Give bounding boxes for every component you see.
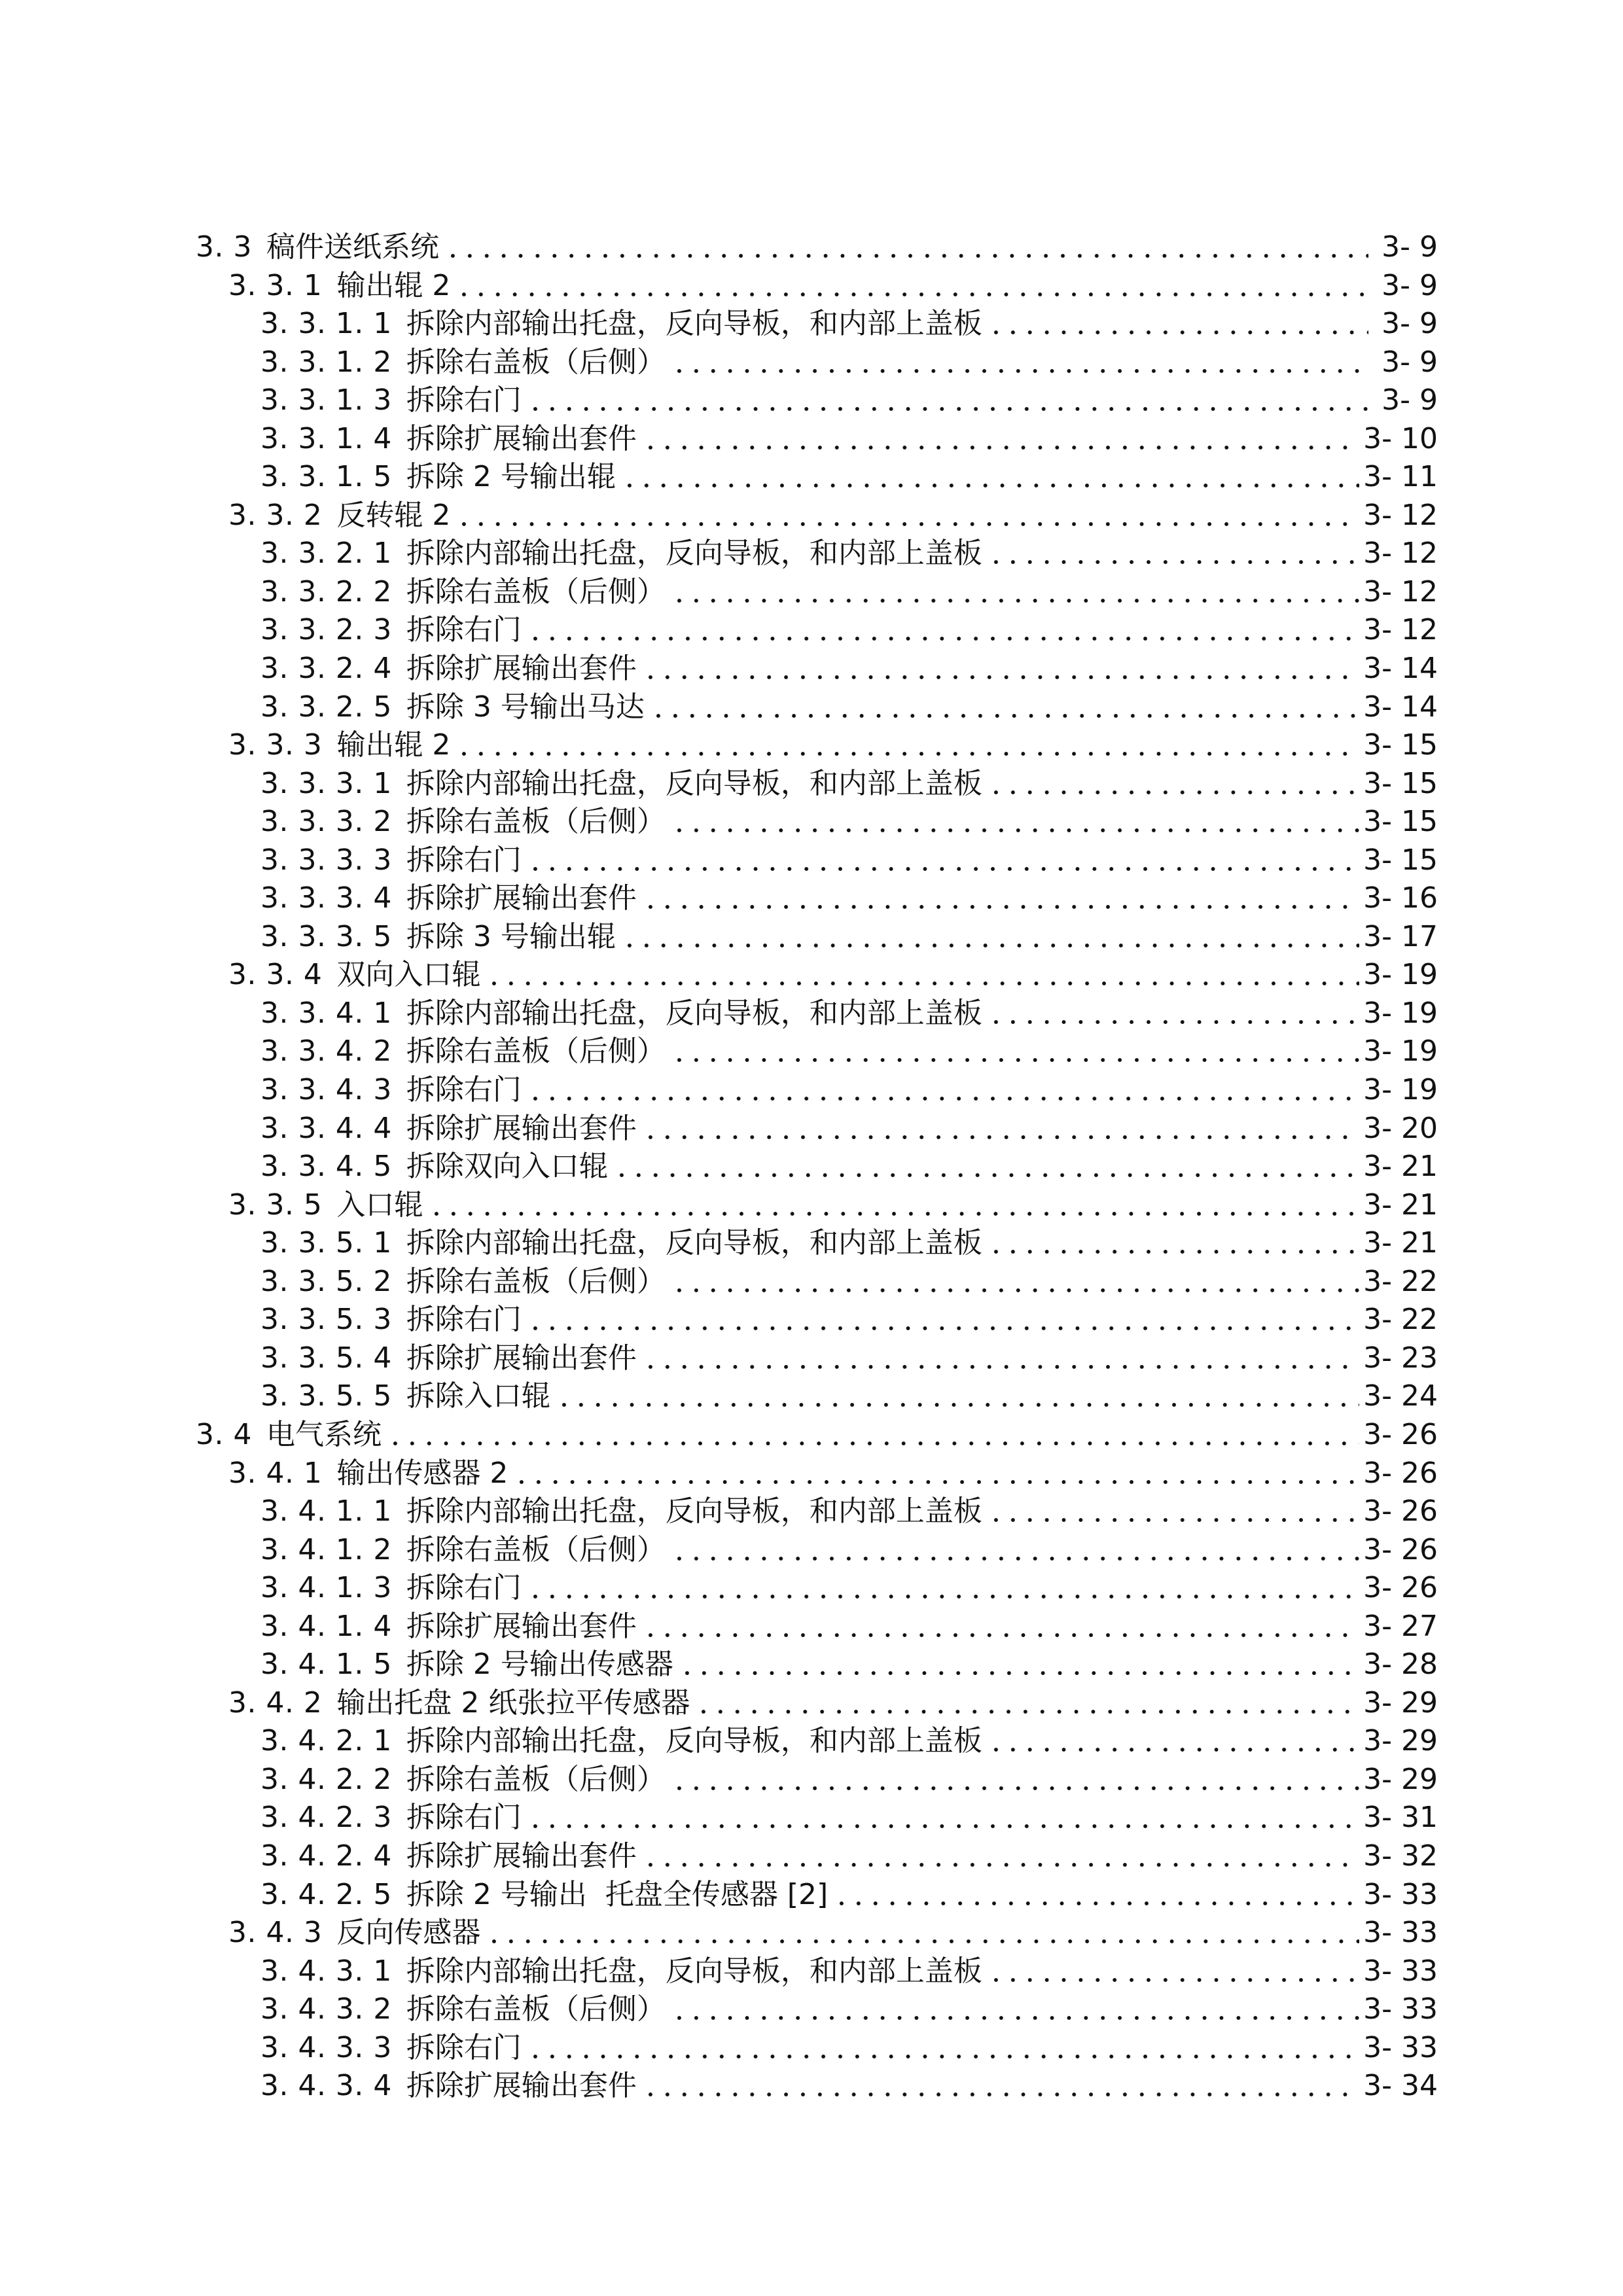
entry-title: 拆除入口辊: [406, 1379, 550, 1413]
toc-entry: [196, 420, 1438, 459]
dot-leader: [988, 1952, 1359, 1991]
entry-page-number: 3- 12: [1363, 537, 1438, 571]
dot-leader: [695, 1684, 1359, 1723]
entry-number: 3. 3. 1. 2: [260, 345, 392, 379]
toc-entry: [196, 1071, 1438, 1110]
toc-entry: [196, 879, 1438, 918]
entry-number: 3. 3. 5. 1: [260, 1226, 392, 1260]
toc-entry: [196, 228, 1438, 267]
entry-page-number: 3- 19: [1363, 996, 1438, 1030]
entry-page-number: 3- 14: [1363, 652, 1438, 686]
entry-number: 3. 3. 1. 4: [260, 421, 392, 455]
entry-title: 拆除右盖板（后侧）: [406, 805, 666, 839]
entry-title: 拆除右盖板（后侧）: [406, 1532, 666, 1566]
toc-entry: [196, 995, 1438, 1033]
entry-page-number: 3- 10: [1363, 421, 1438, 455]
dot-leader: [671, 344, 1368, 382]
entry-number: 3. 3. 1. 1: [260, 307, 392, 341]
entry-page-number: 3- 15: [1363, 805, 1438, 839]
entry-page-number: 3- 12: [1363, 574, 1438, 609]
toc-entry: [196, 956, 1438, 995]
entry-title: 输出托盘 2 纸张拉平传感器: [336, 1686, 690, 1720]
dot-leader: [527, 1071, 1359, 1110]
entry-page-number: 3- 14: [1363, 690, 1438, 724]
entry-number: 3. 3. 2. 5: [260, 690, 392, 724]
entry-title: 拆除 3 号输出马达: [406, 690, 645, 724]
entry-number: 3. 3. 3. 5: [260, 919, 392, 953]
toc-entry: [196, 344, 1438, 382]
toc-entry: [196, 803, 1438, 841]
toc-entry: [196, 1569, 1438, 1608]
entry-title: 拆除右盖板（后侧）: [406, 1034, 666, 1069]
dot-leader: [988, 1224, 1359, 1263]
entry-number: 3. 3. 5: [228, 1188, 323, 1222]
entry-number: 3. 3. 2: [228, 498, 323, 532]
toc-entry: [196, 688, 1438, 727]
entry-number: 3. 4: [196, 1417, 252, 1451]
dot-leader: [642, 1110, 1359, 1148]
dot-leader: [621, 458, 1359, 497]
dot-leader: [642, 1837, 1359, 1876]
entry-title: 输出传感器 2: [336, 1456, 508, 1490]
toc-entry: [196, 1492, 1438, 1531]
dot-leader: [642, 650, 1359, 688]
entry-page-number: 3- 31: [1363, 1801, 1438, 1835]
entry-page-number: 3- 9: [1382, 307, 1438, 341]
entry-title: 拆除右门: [406, 1073, 522, 1107]
dot-leader: [387, 1416, 1359, 1455]
entry-title: 拆除右门: [406, 1571, 522, 1605]
toc-entry: [196, 1876, 1438, 1915]
entry-number: 3. 3. 1. 3: [260, 383, 392, 417]
entry-page-number: 3- 15: [1363, 766, 1438, 800]
entry-page-number: 3- 19: [1363, 1034, 1438, 1069]
dot-leader: [444, 228, 1368, 267]
dot-leader: [527, 841, 1359, 880]
entry-title: 拆除 3 号输出辊: [406, 919, 616, 953]
toc-entry: [196, 1148, 1438, 1186]
dot-leader: [527, 1569, 1359, 1608]
toc-entry: [196, 1646, 1438, 1684]
entry-title: 拆除右盖板（后侧）: [406, 1992, 666, 2026]
entry-title: 拆除扩展输出套件: [406, 421, 637, 455]
entry-title: 拆除扩展输出套件: [406, 881, 637, 915]
dot-leader: [642, 1339, 1359, 1378]
entry-title: 拆除右盖板（后侧）: [406, 574, 666, 609]
toc-entry: [196, 1608, 1438, 1646]
entry-number: 3. 3. 5. 3: [260, 1303, 392, 1337]
entry-title: 拆除右盖板（后侧）: [406, 1264, 666, 1298]
entry-title: 拆除扩展输出套件: [406, 652, 637, 686]
dot-leader: [671, 573, 1359, 612]
toc-entry: [196, 1224, 1438, 1263]
entry-number: 3. 4. 2. 3: [260, 1801, 392, 1835]
entry-title: 拆除右门: [406, 383, 522, 417]
entry-number: 3. 4. 2: [228, 1686, 323, 1720]
toc-entry: [196, 1914, 1438, 1952]
toc-entry: [196, 1110, 1438, 1148]
entry-number: 3. 3. 2. 2: [260, 574, 392, 609]
toc-entry: [196, 918, 1438, 957]
dot-leader: [671, 1531, 1359, 1570]
entry-number: 3. 3. 4. 5: [260, 1150, 392, 1184]
entry-title: 反向传感器: [336, 1916, 481, 1950]
dot-leader: [671, 1263, 1359, 1301]
entry-page-number: 3- 33: [1363, 2030, 1438, 2064]
toc-entry: [196, 1722, 1438, 1761]
dot-leader: [679, 1646, 1359, 1684]
dot-leader: [833, 1876, 1359, 1915]
dot-leader: [671, 803, 1359, 841]
entry-page-number: 3- 26: [1363, 1494, 1438, 1528]
dot-leader: [486, 956, 1359, 995]
entry-page-number: 3- 33: [1363, 1954, 1438, 1988]
entry-number: 3. 4. 3. 4: [260, 2069, 392, 2103]
toc-entry: [196, 305, 1438, 344]
entry-page-number: 3- 33: [1363, 1877, 1438, 1911]
entry-title: 拆除双向入口辊: [406, 1150, 608, 1184]
toc-entry: [196, 2067, 1438, 2106]
dot-leader: [455, 726, 1359, 765]
toc-entry: [196, 1952, 1438, 1991]
entry-page-number: 3- 34: [1363, 2069, 1438, 2103]
dot-leader: [988, 765, 1359, 804]
dot-leader: [988, 1492, 1359, 1531]
entry-page-number: 3- 26: [1363, 1571, 1438, 1605]
toc-entry: [196, 1186, 1438, 1225]
toc-entry: [196, 1416, 1438, 1455]
entry-title: 拆除右盖板（后侧）: [406, 1762, 666, 1796]
entry-page-number: 3- 9: [1382, 268, 1438, 302]
entry-page-number: 3- 12: [1363, 613, 1438, 647]
entry-number: 3. 4. 2. 1: [260, 1724, 392, 1758]
table-of-contents: [196, 228, 1438, 2106]
dot-leader: [556, 1377, 1359, 1416]
entry-title: 拆除内部输出托盘，反向导板，和内部上盖板: [406, 537, 982, 571]
toc-entry: [196, 2029, 1438, 2068]
dot-leader: [621, 918, 1359, 957]
toc-entry: [196, 1455, 1438, 1493]
entry-title: 拆除扩展输出套件: [406, 1609, 637, 1643]
entry-title: 电气系统: [266, 1417, 382, 1451]
entry-number: 3. 3. 1: [228, 268, 323, 302]
entry-page-number: 3- 29: [1363, 1724, 1438, 1758]
entry-page-number: 3- 9: [1382, 345, 1438, 379]
entry-page-number: 3- 9: [1382, 230, 1438, 264]
toc-entry: [196, 1263, 1438, 1301]
entry-number: 3. 4. 1. 2: [260, 1532, 392, 1566]
toc-entry: [196, 1339, 1438, 1378]
entry-page-number: 3- 24: [1363, 1379, 1438, 1413]
dot-leader: [988, 305, 1368, 344]
entry-title: 拆除 2 号输出传感器: [406, 1648, 673, 1682]
entry-page-number: 3- 21: [1363, 1150, 1438, 1184]
toc-entry: [196, 1837, 1438, 1876]
entry-number: 3. 3. 2. 3: [260, 613, 392, 647]
entry-number: 3. 3: [196, 230, 252, 264]
entry-title: 稿件送纸系统: [266, 230, 439, 264]
dot-leader: [650, 688, 1359, 727]
entry-title: 拆除右门: [406, 1303, 522, 1337]
entry-page-number: 3- 19: [1363, 958, 1438, 992]
toc-entry: [196, 458, 1438, 497]
entry-number: 3. 3. 3. 1: [260, 766, 392, 800]
entry-title: 双向入口辊: [336, 958, 481, 992]
dot-leader: [642, 420, 1359, 459]
dot-leader: [513, 1455, 1359, 1493]
dot-leader: [642, 2067, 1359, 2106]
entry-title: 拆除内部输出托盘，反向导板，和内部上盖板: [406, 1954, 982, 1988]
toc-entry: [196, 381, 1438, 420]
toc-entry: [196, 1531, 1438, 1570]
toc-entry: [196, 726, 1438, 765]
entry-page-number: 3- 16: [1363, 881, 1438, 915]
entry-number: 3. 3. 3. 2: [260, 805, 392, 839]
entry-number: 3. 4. 2. 2: [260, 1762, 392, 1796]
entry-page-number: 3- 22: [1363, 1264, 1438, 1298]
entry-page-number: 3- 29: [1363, 1762, 1438, 1796]
entry-title: 反转辊 2: [336, 498, 451, 532]
entry-title: 拆除扩展输出套件: [406, 1111, 637, 1145]
toc-entry: [196, 841, 1438, 880]
dot-leader: [988, 535, 1359, 573]
entry-number: 3. 4. 1. 5: [260, 1648, 392, 1682]
toc-entry: [196, 1990, 1438, 2029]
entry-number: 3. 4. 3. 1: [260, 1954, 392, 1988]
entry-title: 输出辊 2: [336, 268, 451, 302]
entry-page-number: 3- 28: [1363, 1648, 1438, 1682]
entry-number: 3. 4. 3. 3: [260, 2030, 392, 2064]
entry-number: 3. 3. 3. 4: [260, 881, 392, 915]
entry-title: 入口辊: [336, 1188, 423, 1222]
dot-leader: [988, 1722, 1359, 1761]
toc-entry: [196, 1301, 1438, 1339]
entry-title: 拆除右门: [406, 1801, 522, 1835]
entry-title: 拆除右门: [406, 843, 522, 877]
entry-page-number: 3- 26: [1363, 1456, 1438, 1490]
dot-leader: [527, 381, 1368, 420]
dot-leader: [642, 1608, 1359, 1646]
entry-number: 3. 3. 3. 3: [260, 843, 392, 877]
entry-page-number: 3- 23: [1363, 1341, 1438, 1375]
entry-page-number: 3- 21: [1363, 1226, 1438, 1260]
entry-number: 3. 3. 4. 2: [260, 1034, 392, 1069]
toc-entry: [196, 535, 1438, 573]
toc-entry: [196, 611, 1438, 650]
entry-page-number: 3- 11: [1363, 460, 1438, 494]
entry-number: 3. 4. 2. 5: [260, 1877, 392, 1911]
entry-title: 拆除扩展输出套件: [406, 1839, 637, 1873]
entry-page-number: 3- 33: [1363, 1992, 1438, 2026]
entry-title: 拆除内部输出托盘，反向导板，和内部上盖板: [406, 1494, 982, 1528]
entry-title: 拆除内部输出托盘，反向导板，和内部上盖板: [406, 1724, 982, 1758]
entry-title: 拆除 2 号输出 托盘全传感器 [2]: [406, 1877, 829, 1911]
entry-title: 拆除扩展输出套件: [406, 1341, 637, 1375]
entry-page-number: 3- 21: [1363, 1188, 1438, 1222]
entry-number: 3. 3. 1. 5: [260, 460, 392, 494]
entry-number: 3. 3. 2. 4: [260, 652, 392, 686]
entry-number: 3. 3. 5. 4: [260, 1341, 392, 1375]
toc-entry: [196, 650, 1438, 688]
entry-number: 3. 3. 4. 1: [260, 996, 392, 1030]
entry-page-number: 3- 15: [1363, 728, 1438, 762]
entry-page-number: 3- 9: [1382, 383, 1438, 417]
entry-page-number: 3- 33: [1363, 1916, 1438, 1950]
entry-title: 拆除内部输出托盘，反向导板，和内部上盖板: [406, 766, 982, 800]
dot-leader: [527, 2029, 1359, 2068]
entry-number: 3. 4. 1. 4: [260, 1609, 392, 1643]
dot-leader: [527, 611, 1359, 650]
entry-page-number: 3- 26: [1363, 1417, 1438, 1451]
entry-number: 3. 3. 4. 4: [260, 1111, 392, 1145]
entry-page-number: 3- 17: [1363, 919, 1438, 953]
toc-entry: [196, 1033, 1438, 1071]
entry-page-number: 3- 27: [1363, 1609, 1438, 1643]
entry-number: 3. 3. 4: [228, 958, 323, 992]
dot-leader: [527, 1799, 1359, 1837]
dot-leader: [671, 1990, 1359, 2029]
toc-entry: [196, 497, 1438, 535]
toc-entry: [196, 1799, 1438, 1837]
toc-entry: [196, 573, 1438, 612]
entry-title: 拆除内部输出托盘，反向导板，和内部上盖板: [406, 996, 982, 1030]
dot-leader: [988, 995, 1359, 1033]
dot-leader: [642, 879, 1359, 918]
entry-number: 3. 3. 5. 2: [260, 1264, 392, 1298]
entry-title: 输出辊 2: [336, 728, 451, 762]
toc-entry: [196, 765, 1438, 804]
entry-page-number: 3- 22: [1363, 1303, 1438, 1337]
entry-number: 3. 4. 3. 2: [260, 1992, 392, 2026]
entry-page-number: 3- 29: [1363, 1686, 1438, 1720]
entry-title: 拆除 2 号输出辊: [406, 460, 616, 494]
entry-title: 拆除右门: [406, 2030, 522, 2064]
dot-leader: [527, 1301, 1359, 1339]
entry-number: 3. 3. 5. 5: [260, 1379, 392, 1413]
entry-title: 拆除内部输出托盘，反向导板，和内部上盖板: [406, 307, 982, 341]
dot-leader: [613, 1148, 1359, 1186]
toc-entry: [196, 1761, 1438, 1799]
entry-page-number: 3- 12: [1363, 498, 1438, 532]
entry-number: 3. 3. 4. 3: [260, 1073, 392, 1107]
entry-number: 3. 4. 1. 3: [260, 1571, 392, 1605]
entry-page-number: 3- 32: [1363, 1839, 1438, 1873]
entry-title: 拆除右盖板（后侧）: [406, 345, 666, 379]
entry-number: 3. 4. 1: [228, 1456, 323, 1490]
toc-entry: [196, 1377, 1438, 1416]
entry-number: 3. 3. 3: [228, 728, 323, 762]
toc-entry: [196, 267, 1438, 306]
entry-number: 3. 4. 3: [228, 1916, 323, 1950]
entry-title: 拆除扩展输出套件: [406, 2069, 637, 2103]
dot-leader: [671, 1761, 1359, 1799]
dot-leader: [486, 1914, 1359, 1952]
entry-number: 3. 3. 2. 1: [260, 537, 392, 571]
dot-leader: [455, 497, 1359, 535]
dot-leader: [455, 267, 1368, 306]
entry-page-number: 3- 26: [1363, 1532, 1438, 1566]
dot-leader: [428, 1186, 1359, 1225]
entry-page-number: 3- 15: [1363, 843, 1438, 877]
entry-title: 拆除内部输出托盘，反向导板，和内部上盖板: [406, 1226, 982, 1260]
entry-page-number: 3- 19: [1363, 1073, 1438, 1107]
entry-number: 3. 4. 2. 4: [260, 1839, 392, 1873]
entry-number: 3. 4. 1. 1: [260, 1494, 392, 1528]
dot-leader: [671, 1033, 1359, 1071]
entry-page-number: 3- 20: [1363, 1111, 1438, 1145]
toc-entry: [196, 1684, 1438, 1723]
entry-title: 拆除右门: [406, 613, 522, 647]
